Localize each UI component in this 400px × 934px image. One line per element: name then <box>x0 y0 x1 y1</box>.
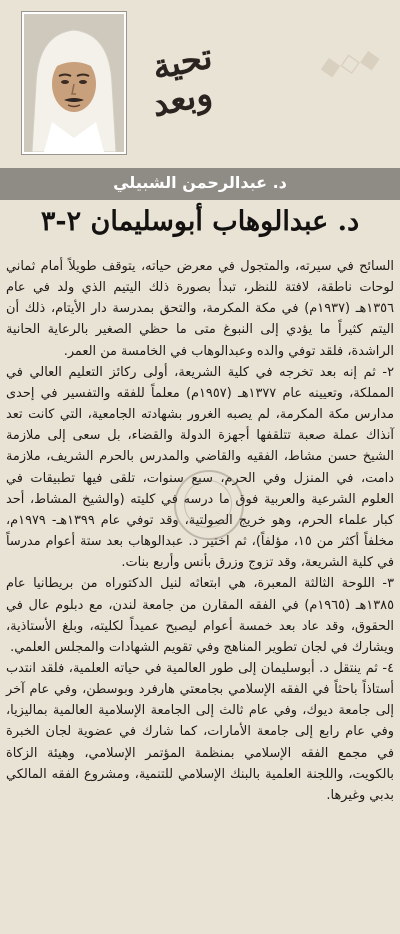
author-portrait-icon <box>24 14 124 152</box>
column-title <box>141 36 230 126</box>
article-headline: د. عبدالوهاب أبوسليمان ٢-٣ <box>40 206 360 237</box>
author-name: د. عبدالرحمن الشبيلي <box>113 173 287 192</box>
article-paragraph: ٢- ثم إنه بعد تخرجه في كلية الشريعة، أولى ركائز التعليم العالي في المملكة، وتعيينه عام ١٣٧٧هـ (١٩٥٧م) معلماً للفقه والتفسير في إحدى مدارس مكة المكرمة، لم يصبه الغرور بشهادته الجامعية، التي كانت تعد آنذاك عملة صعبة تتلقفها أجهزة الدولة والقضاء، بل سعى إلى ملازمة الشيخ حسن مشاط، الفقيه والقاضي والمدرس بالحرم الشريف، ملازمة دامت، في المنزل وفي الحرم، سبع سنوات، تلقى فيها تطبيقات في العلوم الشرعية والعربية فوق ما درسه في كليته (والشيخ المشاط، أحد كبار علماء الحرم، وهو خريج الصولتية، وقد توفي عام ١٣٩٩هـ- ١٩٧٩م، مخلفاً أكثر من ١٥، مؤلفاً)، ثم اختير د. عبدالوهاب بعد ستة أعوام مدرساً في كلية الشريعة، وقد تزوج وزرق بأنس وأربع بنات. <box>6 364 395 571</box>
background-ornament: ◆◇◆ <box>317 43 383 83</box>
article-paragraph: ٣- اللوحة الثالثة المعبرة، هي ابتعاثه لنيل الدكتوراه من بريطانيا عام ١٣٨٥هـ (١٩٦٥م) في الفقه المقارن من جامعة لندن، مع دبلوم عال في الحقوق، وقد عاد بعد خمسة أعوام ليصبح عميداً لكليته، وبلغ الأستاذية، ويشارك في لجان تطوير المناهج وفي تقويم الشهادات والمجلس العلمي. <box>6 576 394 655</box>
archive-stamp-icon <box>174 470 244 540</box>
author-bar <box>0 168 400 200</box>
column-title-line-1: تحية <box>148 36 216 89</box>
article-body <box>6 256 394 928</box>
column-header <box>0 0 400 166</box>
article-paragraph: السائح في سيرته، والمتجول في معرض حياته، يتوقف طويلاً أمام ثماني لوحات ناطقة، لافتة للنظر، تبدأ بصورة ذلك اليتيم الذي ولد في عام ١٣٥٦هـ (١٩٣٧م) في مكة المكرمة، والتحق بمدرسة دار الأيتام، ذلك أن اليتم كثيراً ما يؤدي إلى النبوغ متى ما حظي الصغير بالرعاية الحانية الراشدة، فلقد توفي والده وعبدالوهاب في الخامسة من العمر. <box>6 259 394 359</box>
column-title-line-2: وبعد <box>148 73 216 126</box>
article-paragraph: ٤- ثم ينتقل د. أبوسليمان إلى طور العالمية في حياته العلمية، فلقد انتدب أستاذاً باحثاً في الفقه الإسلامي بجامعتي هارفرد وبوسطن، وفي عام آخر إلى جامعة ديوك، وفي عام ثالث إلى الجامعة الإسلامية العالمية بماليزيا، وفي عام رابع إلى جامعة الأمارات، كما شارك في عضوية لجان الخبرة في مجمع الفقه الإسلامي بمنظمة المؤتمر الإسلامي، وهيئة الزكاة بالكويت، واللجنة العلمية بالبنك الإسلامي للتنمية، ومشروع الفقه المالكي بدبي وغيرها. <box>6 660 394 803</box>
author-photo <box>22 12 126 154</box>
